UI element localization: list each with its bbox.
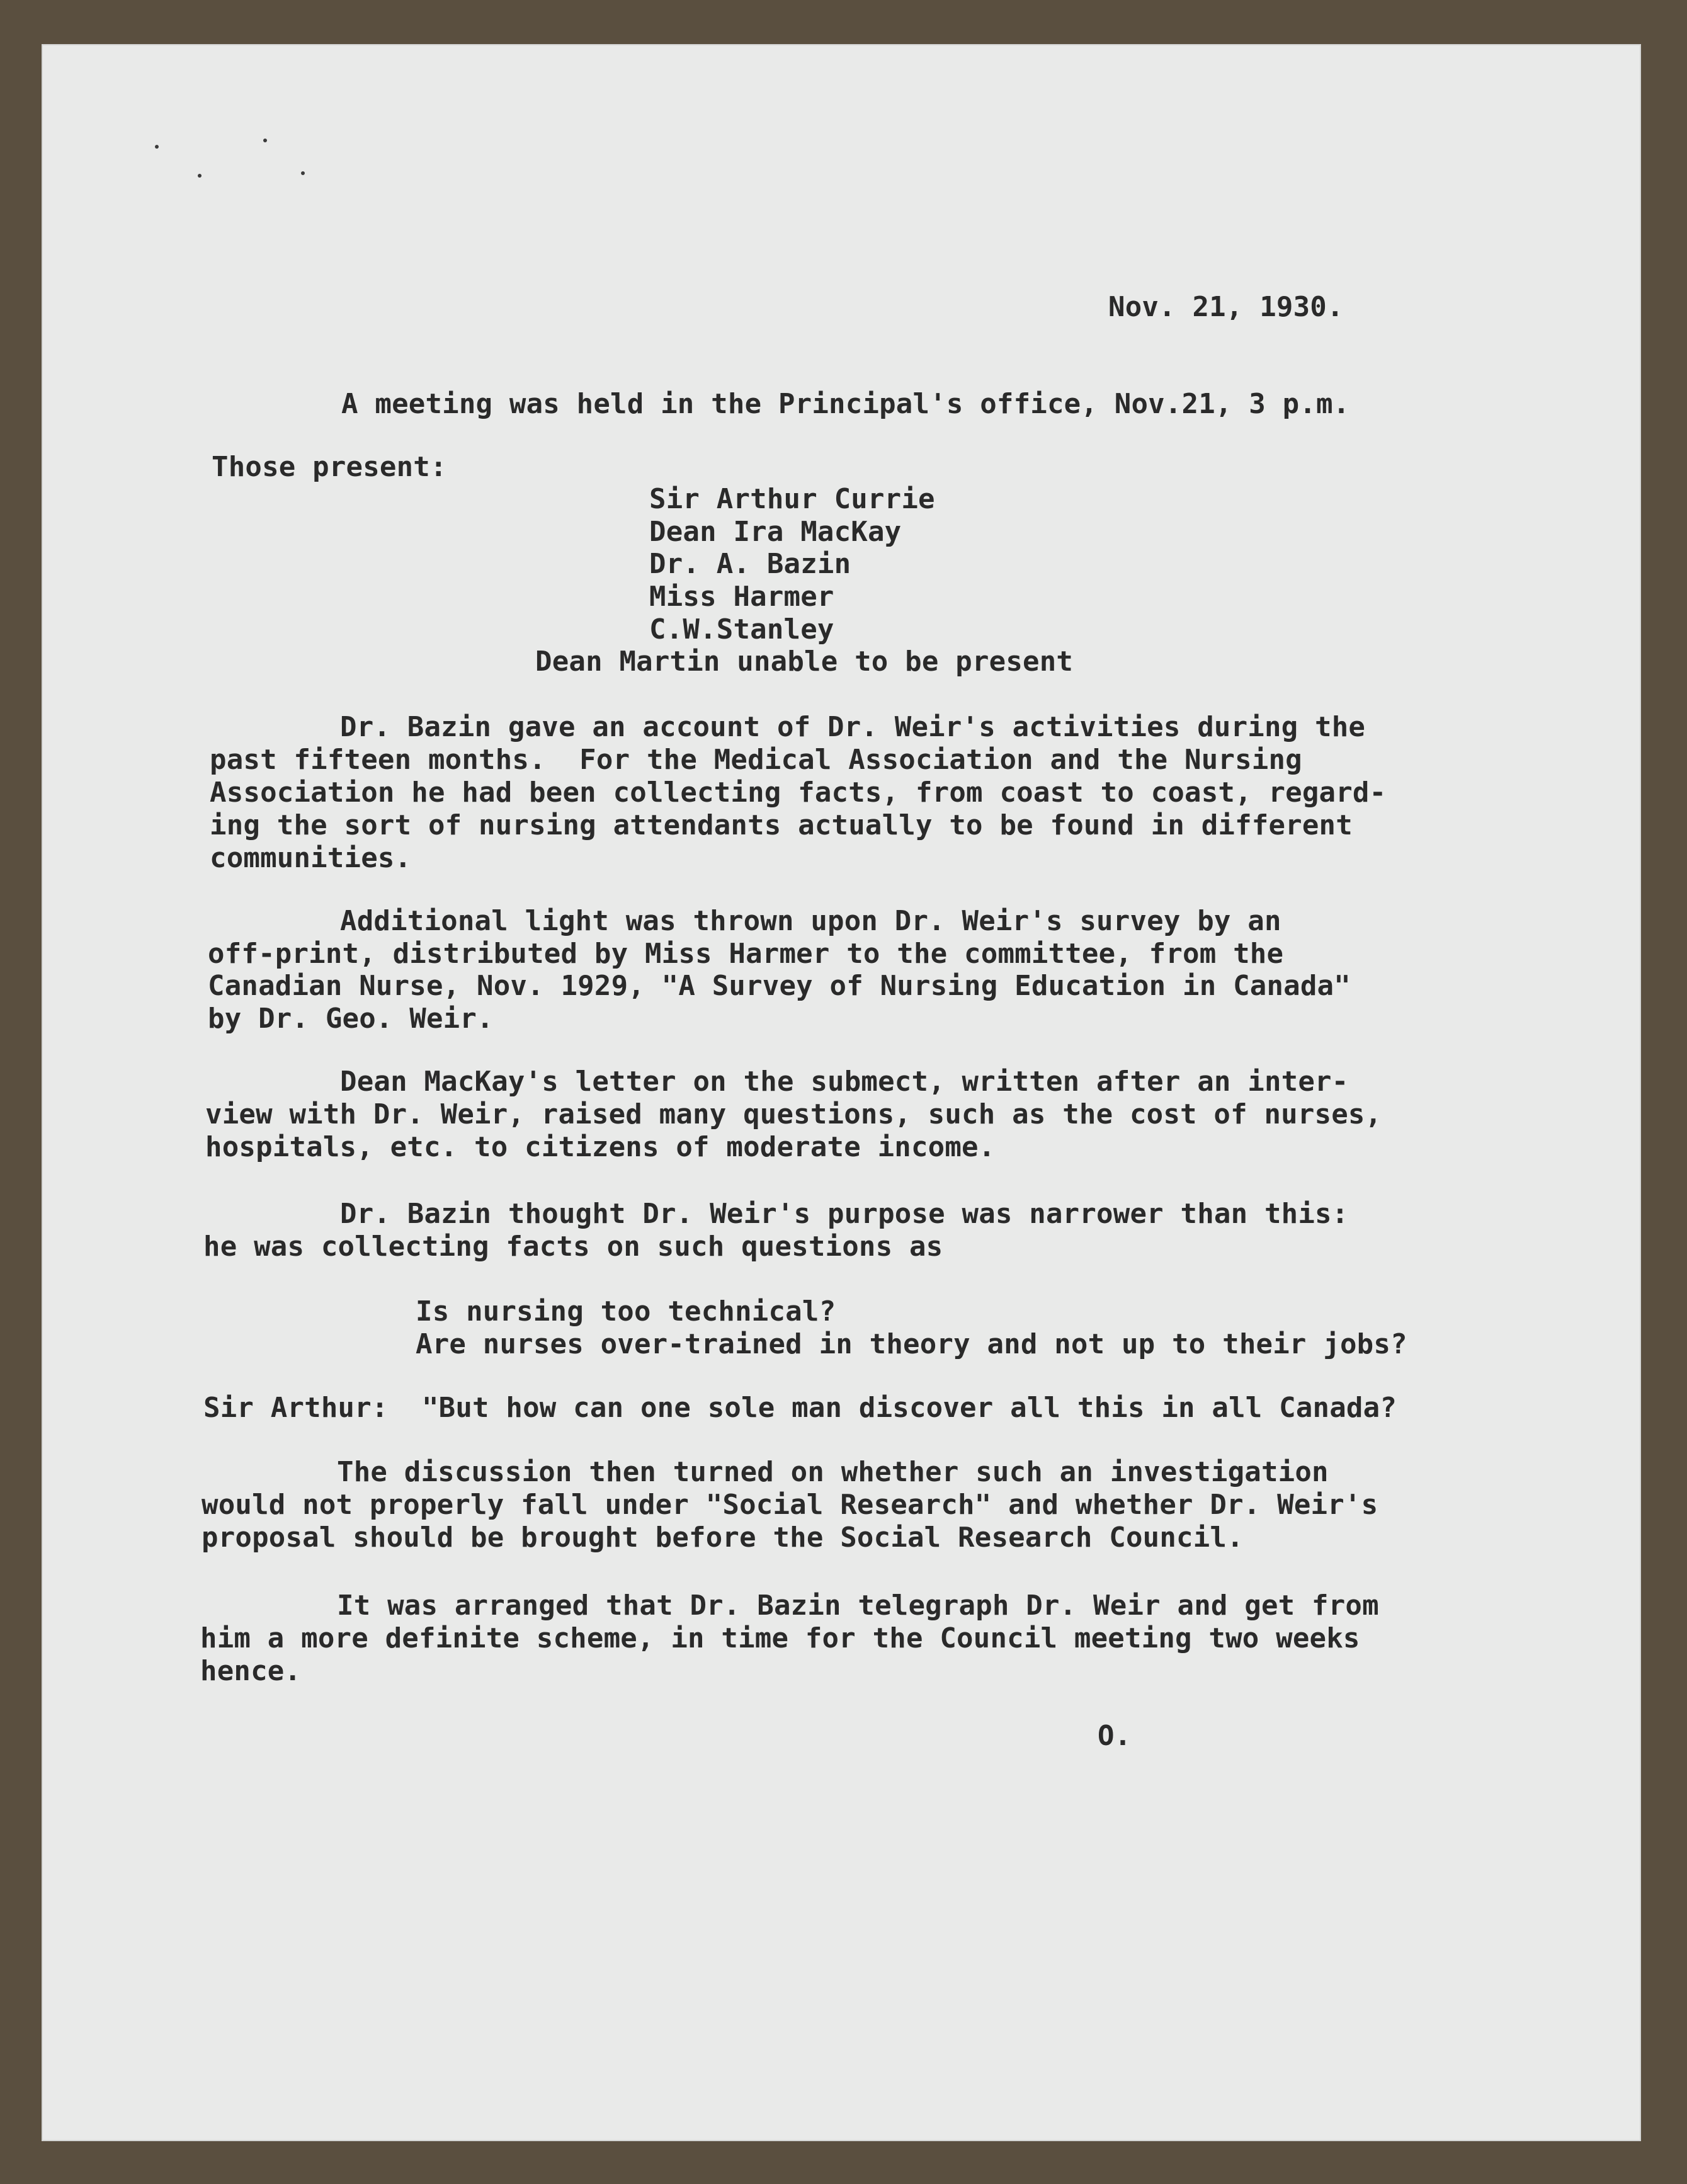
absent-note: Dean Martin unable to be present — [535, 646, 1074, 678]
paragraph-line: Dr. Bazin thought Dr. Weir's purpose was narrower than this: — [340, 1198, 1349, 1230]
paragraph-line: The discussion then turned on whether such an investigation — [337, 1456, 1329, 1488]
paragraph-line: view with Dr. Weir, raised many questions, such as the cost of nurses, — [205, 1098, 1382, 1130]
signoff-initial: O. — [1098, 1720, 1132, 1752]
paragraph-line: he was collecting facts on such questions as — [203, 1231, 943, 1263]
attendee: Sir Arthur Currie — [649, 483, 935, 515]
paragraph-line: Association he had been collecting facts, from coast to coast, regard- — [210, 776, 1387, 809]
paragraph-line: Dr. Bazin gave an account of Dr. Weir's activities during the — [340, 711, 1366, 743]
question-line: Are nurses over-trained in theory and not up to their jobs? — [416, 1328, 1407, 1360]
attendee: Dr. A. Bazin — [649, 548, 851, 580]
paragraph-line: proposal should be brought before the Social Research Council. — [202, 1521, 1244, 1554]
pin-hole-mark — [155, 145, 159, 149]
document-date: Nov. 21, 1930. — [1108, 291, 1344, 323]
paragraph-line: would not properly fall under "Social Research" and whether Dr. Weir's — [202, 1489, 1378, 1521]
paragraph-line: It was arranged that Dr. Bazin telegraph Dr. Weir and get from — [337, 1590, 1379, 1622]
opening-line: A meeting was held in the Principal's office, Nov.21, 3 p.m. — [341, 388, 1350, 420]
present-label: Those present: — [212, 451, 447, 483]
pin-hole-mark — [263, 139, 267, 142]
attendee: Dean Ira MacKay — [649, 516, 902, 548]
attendee: Miss Harmer — [649, 581, 834, 613]
paragraph-line: ing the sort of nursing attendants actually to be found in different — [210, 809, 1353, 841]
paragraph-line: by Dr. Geo. Weir. — [208, 1003, 494, 1035]
paragraph-line: hence. — [200, 1655, 302, 1687]
question-line: Is nursing too technical? — [416, 1295, 836, 1328]
paragraph-line: him a more definite scheme, in time for the Council meeting two weeks — [200, 1622, 1360, 1654]
attendee: C.W.Stanley — [649, 613, 834, 646]
quote-line: Sir Arthur: "But how can one sole man discover all this in all Canada? — [203, 1392, 1397, 1424]
paragraph-line: hospitals, etc. to citizens of moderate income. — [205, 1131, 996, 1163]
paragraph-line: Dean MacKay's letter on the submect, written after an inter- — [340, 1066, 1349, 1098]
pin-hole-mark — [301, 171, 305, 175]
paragraph-line: Canadian Nurse, Nov. 1929, "A Survey of Nursing Education in Canada" — [208, 970, 1351, 1002]
paragraph-line: communities. — [210, 842, 412, 874]
paragraph-line: off-print, distributed by Miss Harmer to the committee, from the — [208, 938, 1284, 970]
paragraph-line: past fifteen months. For the Medical Association and the Nursing — [210, 744, 1302, 776]
paragraph-line: Additional light was thrown upon Dr. Weir's survey by an — [340, 905, 1281, 937]
pin-hole-mark — [198, 174, 202, 178]
